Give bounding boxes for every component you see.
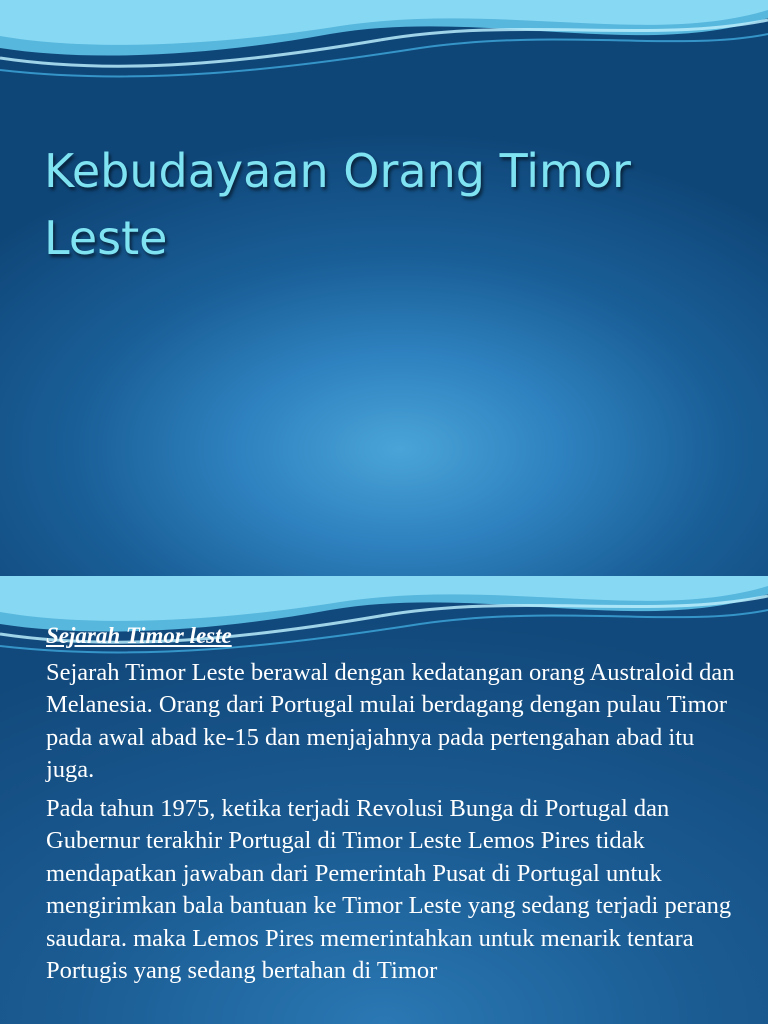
slide-body — [46, 622, 746, 994]
paragraph-1: Sejarah Timor Leste berawal dengan kedatangan orang Australoid dan Melanesia. Orang dari Portugal mulai berdagang dengan pulau Timor pada awal abad ke-15 dan menjajahnya pada pertengahan abad itu juga. — [46, 658, 735, 784]
content-slide — [0, 576, 768, 1024]
wave-decoration — [0, 0, 768, 90]
slide-title: Kebudayaan Orang Timor Leste — [44, 144, 631, 265]
section-heading: Sejarah Timor leste — [46, 623, 232, 648]
paragraph-2: Pada tahun 1975, ketika terjadi Revolusi Bunga di Portugal dan Gubernur terakhir Portugal di Timor Leste Lemos Pires tidak mendapatkan jawaban dari Pemerintah Pusat di Portugal untuk mengirimkan bala bantuan ke Timor Leste yang sedang terjadi perang saudara. maka Lemos Pires memerintahkan untuk menarik tentara Portugis yang sedang bertahan di Timor — [46, 794, 732, 985]
